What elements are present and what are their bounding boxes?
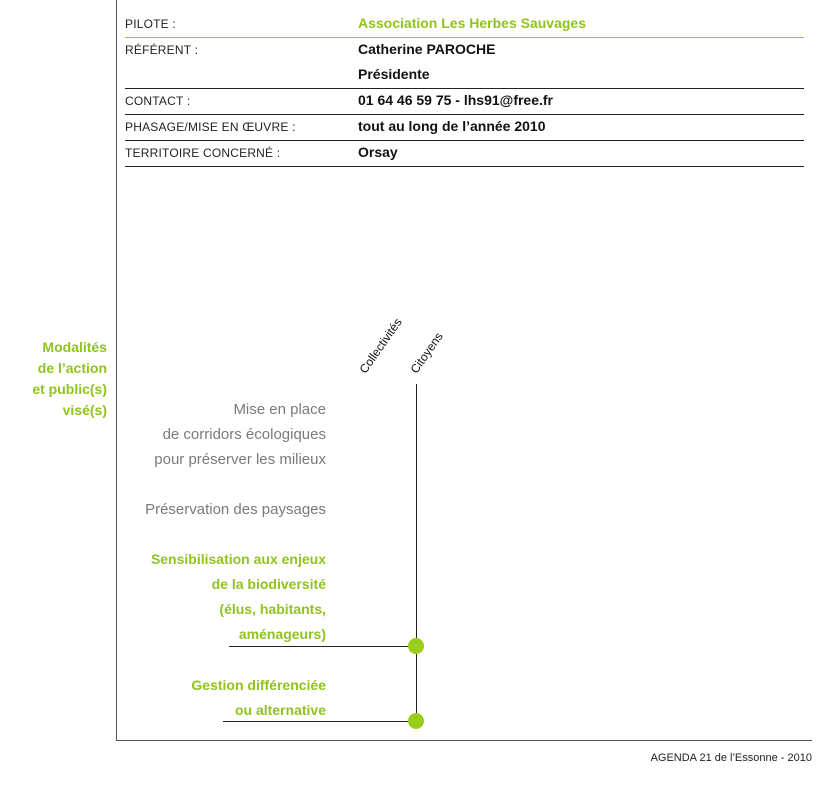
frame-left-border	[116, 0, 117, 741]
frame-bottom-border	[116, 740, 812, 741]
phasage-value: tout au long de l’année 2010	[358, 118, 546, 134]
row-phasage	[125, 115, 804, 141]
referent-label: RÉFÉRENT :	[125, 43, 199, 57]
info-table	[125, 12, 804, 167]
connector-gestion	[223, 721, 416, 722]
action-line: Préservation des paysages	[145, 501, 326, 518]
phasage-label: PHASAGE/MISE EN ŒUVRE :	[125, 120, 296, 134]
pilote-value: Association Les Herbes Sauvages	[358, 15, 586, 31]
territoire-label: TERRITOIRE CONCERNÉ :	[125, 146, 281, 160]
action-line: de corridors écologiques	[162, 426, 326, 443]
action-sensibilisation	[151, 547, 326, 647]
row-territoire	[125, 141, 804, 167]
action-line: Gestion différenciée	[191, 677, 326, 693]
pilote-label: PILOTE :	[125, 17, 176, 31]
marker-dot-gestion-citoyens	[408, 713, 424, 729]
action-gestion	[191, 673, 326, 723]
contact-value[interactable]: 01 64 46 59 75 - lhs91@free.fr	[358, 92, 553, 108]
action-line: aménageurs)	[238, 626, 326, 642]
territoire-value: Orsay	[358, 144, 398, 160]
section-title-line: visé(s)	[62, 402, 107, 418]
action-line: ou alternative	[234, 702, 326, 718]
footer: AGENDA 21 de l’Essonne - 2010	[650, 752, 812, 764]
section-title	[32, 337, 107, 421]
citoyens-axis-line	[416, 384, 417, 723]
target-citoyens: Citoyens	[407, 329, 446, 376]
action-line: Mise en place	[233, 401, 326, 418]
referent-name: Catherine PAROCHE	[358, 41, 496, 57]
action-line: Sensibilisation aux enjeux	[150, 551, 326, 567]
referent-role: Présidente	[358, 66, 430, 82]
action-line: pour préserver les milieux	[154, 451, 326, 468]
row-referent	[125, 38, 804, 89]
action-line: de la biodiversité	[211, 576, 326, 592]
target-collectivites: Collectivités	[356, 315, 405, 376]
section-title-line: Modalités	[42, 339, 107, 355]
row-pilote	[125, 12, 804, 38]
section-title-line: de l’action	[37, 360, 107, 376]
action-corridors	[154, 397, 326, 472]
contact-label: CONTACT :	[125, 94, 191, 108]
connector-sensibilisation	[229, 646, 416, 647]
marker-dot-sensibilisation-citoyens	[408, 638, 424, 654]
action-line: (élus, habitants,	[219, 601, 326, 617]
action-paysages	[145, 497, 326, 522]
row-contact	[125, 89, 804, 115]
section-title-line: et public(s)	[32, 381, 107, 397]
